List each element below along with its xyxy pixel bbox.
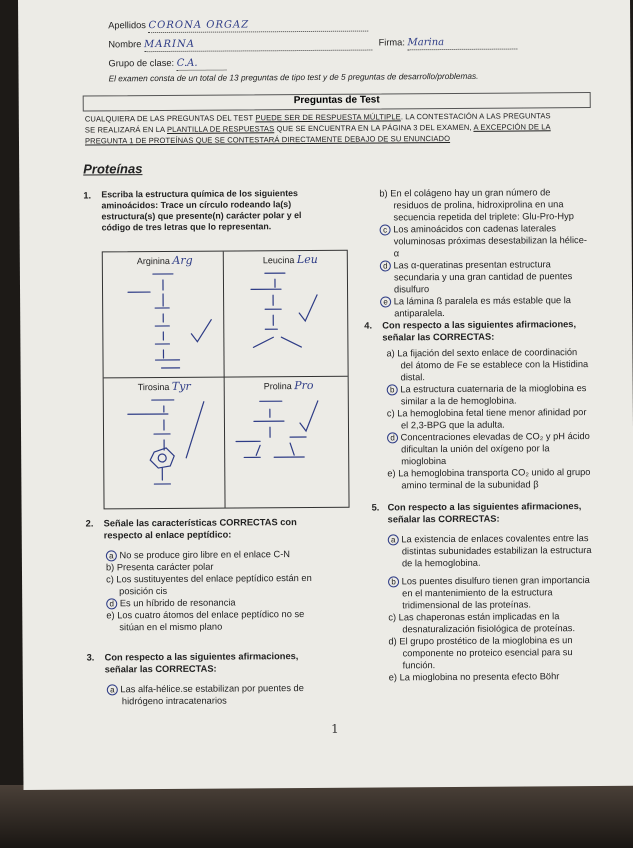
prolina-cell: Prolina Pro [263,378,314,393]
q3-option-b: b) En el colágeno hay un gran número de residuos de prolina, hidroxiprolina en una secuencia repetida del triplete: Glu-Pro-Hyp [379,187,574,223]
amino-acid-grid [102,250,350,510]
q4-option-b: b La estructura cuaternaria de la mioglobina es similar a la de hemoglobina. [387,382,609,408]
q2-option-e: e) Los cuatro átomos del enlace peptídico no se sitúan en el mismo plano [106,609,305,633]
q3-option-a: a Las alfa-hélice.se estabilizan por puentes de hidrógeno intracatenarios [107,682,355,708]
answer-circle: a [107,684,118,695]
q4-number: 4. [364,320,373,331]
q3-continued [379,186,608,320]
q5-option-b: b Los puentes disulfuro tienen gran importancia en el mantenimiento de la estructura tridimensional de las proteínas. [388,574,610,612]
grupo-row [108,57,226,72]
answer-circle: c [380,224,391,235]
tirosina-cell: Tirosina Tyr [137,379,191,393]
q5-number: 5. [371,502,380,513]
q5-stem: Con respecto a las siguientes afirmaciones, señalar las CORRECTAS: [387,501,582,525]
table-surface [0,785,633,848]
answer-circle: d [380,260,391,271]
q2-option-a: a No se produce giro libre en el enlace C-N [106,548,354,562]
q1-number: 1. [83,190,92,201]
page-number: 1 [331,721,339,736]
grupo-label: Grupo de clase: [108,57,175,69]
firma-signature: Marina [407,37,445,49]
answer-circle: a [106,550,117,561]
nombre-row [108,36,517,53]
answer-circle: a [388,534,399,545]
q1-stem: Escriba la estructura química de los siguientes aminoácidos: Trace un círculo rodeando la(s) estructura(s) que presente(n) carácter polar y el código de tres letras que lo representan. [101,188,302,233]
q2-number: 2. [85,518,94,529]
answer-circle: d [106,598,117,609]
apellidos-label: Apellidos [108,20,146,31]
q3-option-c: c Los aminoácidos con cadenas laterales voluminosas próximas desestabilizan la hélice- α [380,222,608,260]
firma-label: Firma: [378,37,405,48]
q4-option-a: a) La fijación del sexto enlace de coordinación del átomo de Fe se establece con la Histidina distal. [386,347,589,383]
q4-option-c: c) La hemoglobina fetal tiene menor afinidad por el 2,3-BPG que la adulta. [386,407,587,431]
apellidos-row [108,18,368,34]
leucina-cell: Leucina Leu [262,252,318,267]
q2-option-d: d Es un híbrido de resonancia [106,596,354,610]
q5-option-a: a La existencia de enlaces covalentes entre las distintas subunidades estabilizan la estructura de la hemoglobina. [388,532,610,570]
q5-option-e: e) La mioglobina no presenta efecto Böhr [388,671,560,683]
q5-option-d: d) El grupo prostético de la mioglobina es un componente no proteico esencial para su función. [388,635,573,671]
q4-option-e: e) La hemoglobina transporta CO₂ unido al grupo amino terminal de la subunidad β [387,467,591,491]
q4-option-d: d Concentraciones elevadas de CO₂ y pH ácido dificultan la unión del oxígeno por la mioglobina [387,430,609,468]
answer-circle: b [388,576,399,587]
q3-option-d: d Las α-queratinas presentan estructura secundaria y una gran cantidad de puentes disulfuro [380,258,608,296]
q2-option-b: b) Presenta carácter polar [105,561,214,573]
answer-circle: b [387,384,398,395]
handwritten-structures [103,251,349,509]
q3-stem: Con respecto a las siguientes afirmaciones, señalar las CORRECTAS: [104,651,299,675]
exam-note: El examen consta de un total de 13 preguntas de tipo test y de 5 preguntas de desarrollo/problemas. [108,70,479,84]
grupo-value: C.A. [176,57,198,69]
nombre-label: Nombre [108,39,142,50]
test-instructions: CUALQUIERA DE LAS PREGUNTAS DEL TEST PUEDE SER DE RESPUESTA MÚLTIPLE. LA CONTESTACIÓN A LAS PREGUNTAS SE REALIZARÁ EN LA PLANTILLA DE RESPUESTAS QUE SE ENCUENTRA EN LA PÁGINA 3 DEL EXAMEN, A EXCEPCIÓN DE LA PREGUNTA 1 DE PROTEÍNAS QUE SE CONTESTARÁ DIRECTAMENTE DEBAJO DE SU ENUNCIADO [84,111,551,146]
nombre-value: MARINA [143,38,195,51]
q3-number: 3. [86,652,95,663]
q2-options [106,548,355,634]
arginina-cell: Arginina Arg [136,253,193,267]
q4-options [386,346,609,492]
q2-option-c: c) Los sustituyentes del enlace peptídico están en posición cis [106,573,312,597]
q2-stem: Señale las características CORRECTAS con respecto al enlace peptídico: [103,517,297,541]
test-box-title: Preguntas de Test [83,92,591,112]
q5-option-c: c) Las chaperonas están implicadas en la desnaturalización fisiológica de proteínas. [388,611,576,635]
q3-option-e: e La lámina ß paralela es más estable que la antiparalela. [380,294,608,320]
section-title: Proteínas [83,161,143,177]
exam-page [18,0,633,790]
answer-circle: e [380,297,391,308]
apellidos-value: CORONA ORGAZ [148,19,250,32]
q5-options [388,532,611,684]
answer-circle: d [387,432,398,443]
q4-stem: Con respecto a las siguientes afirmaciones, señalar las CORRECTAS: [382,319,577,343]
